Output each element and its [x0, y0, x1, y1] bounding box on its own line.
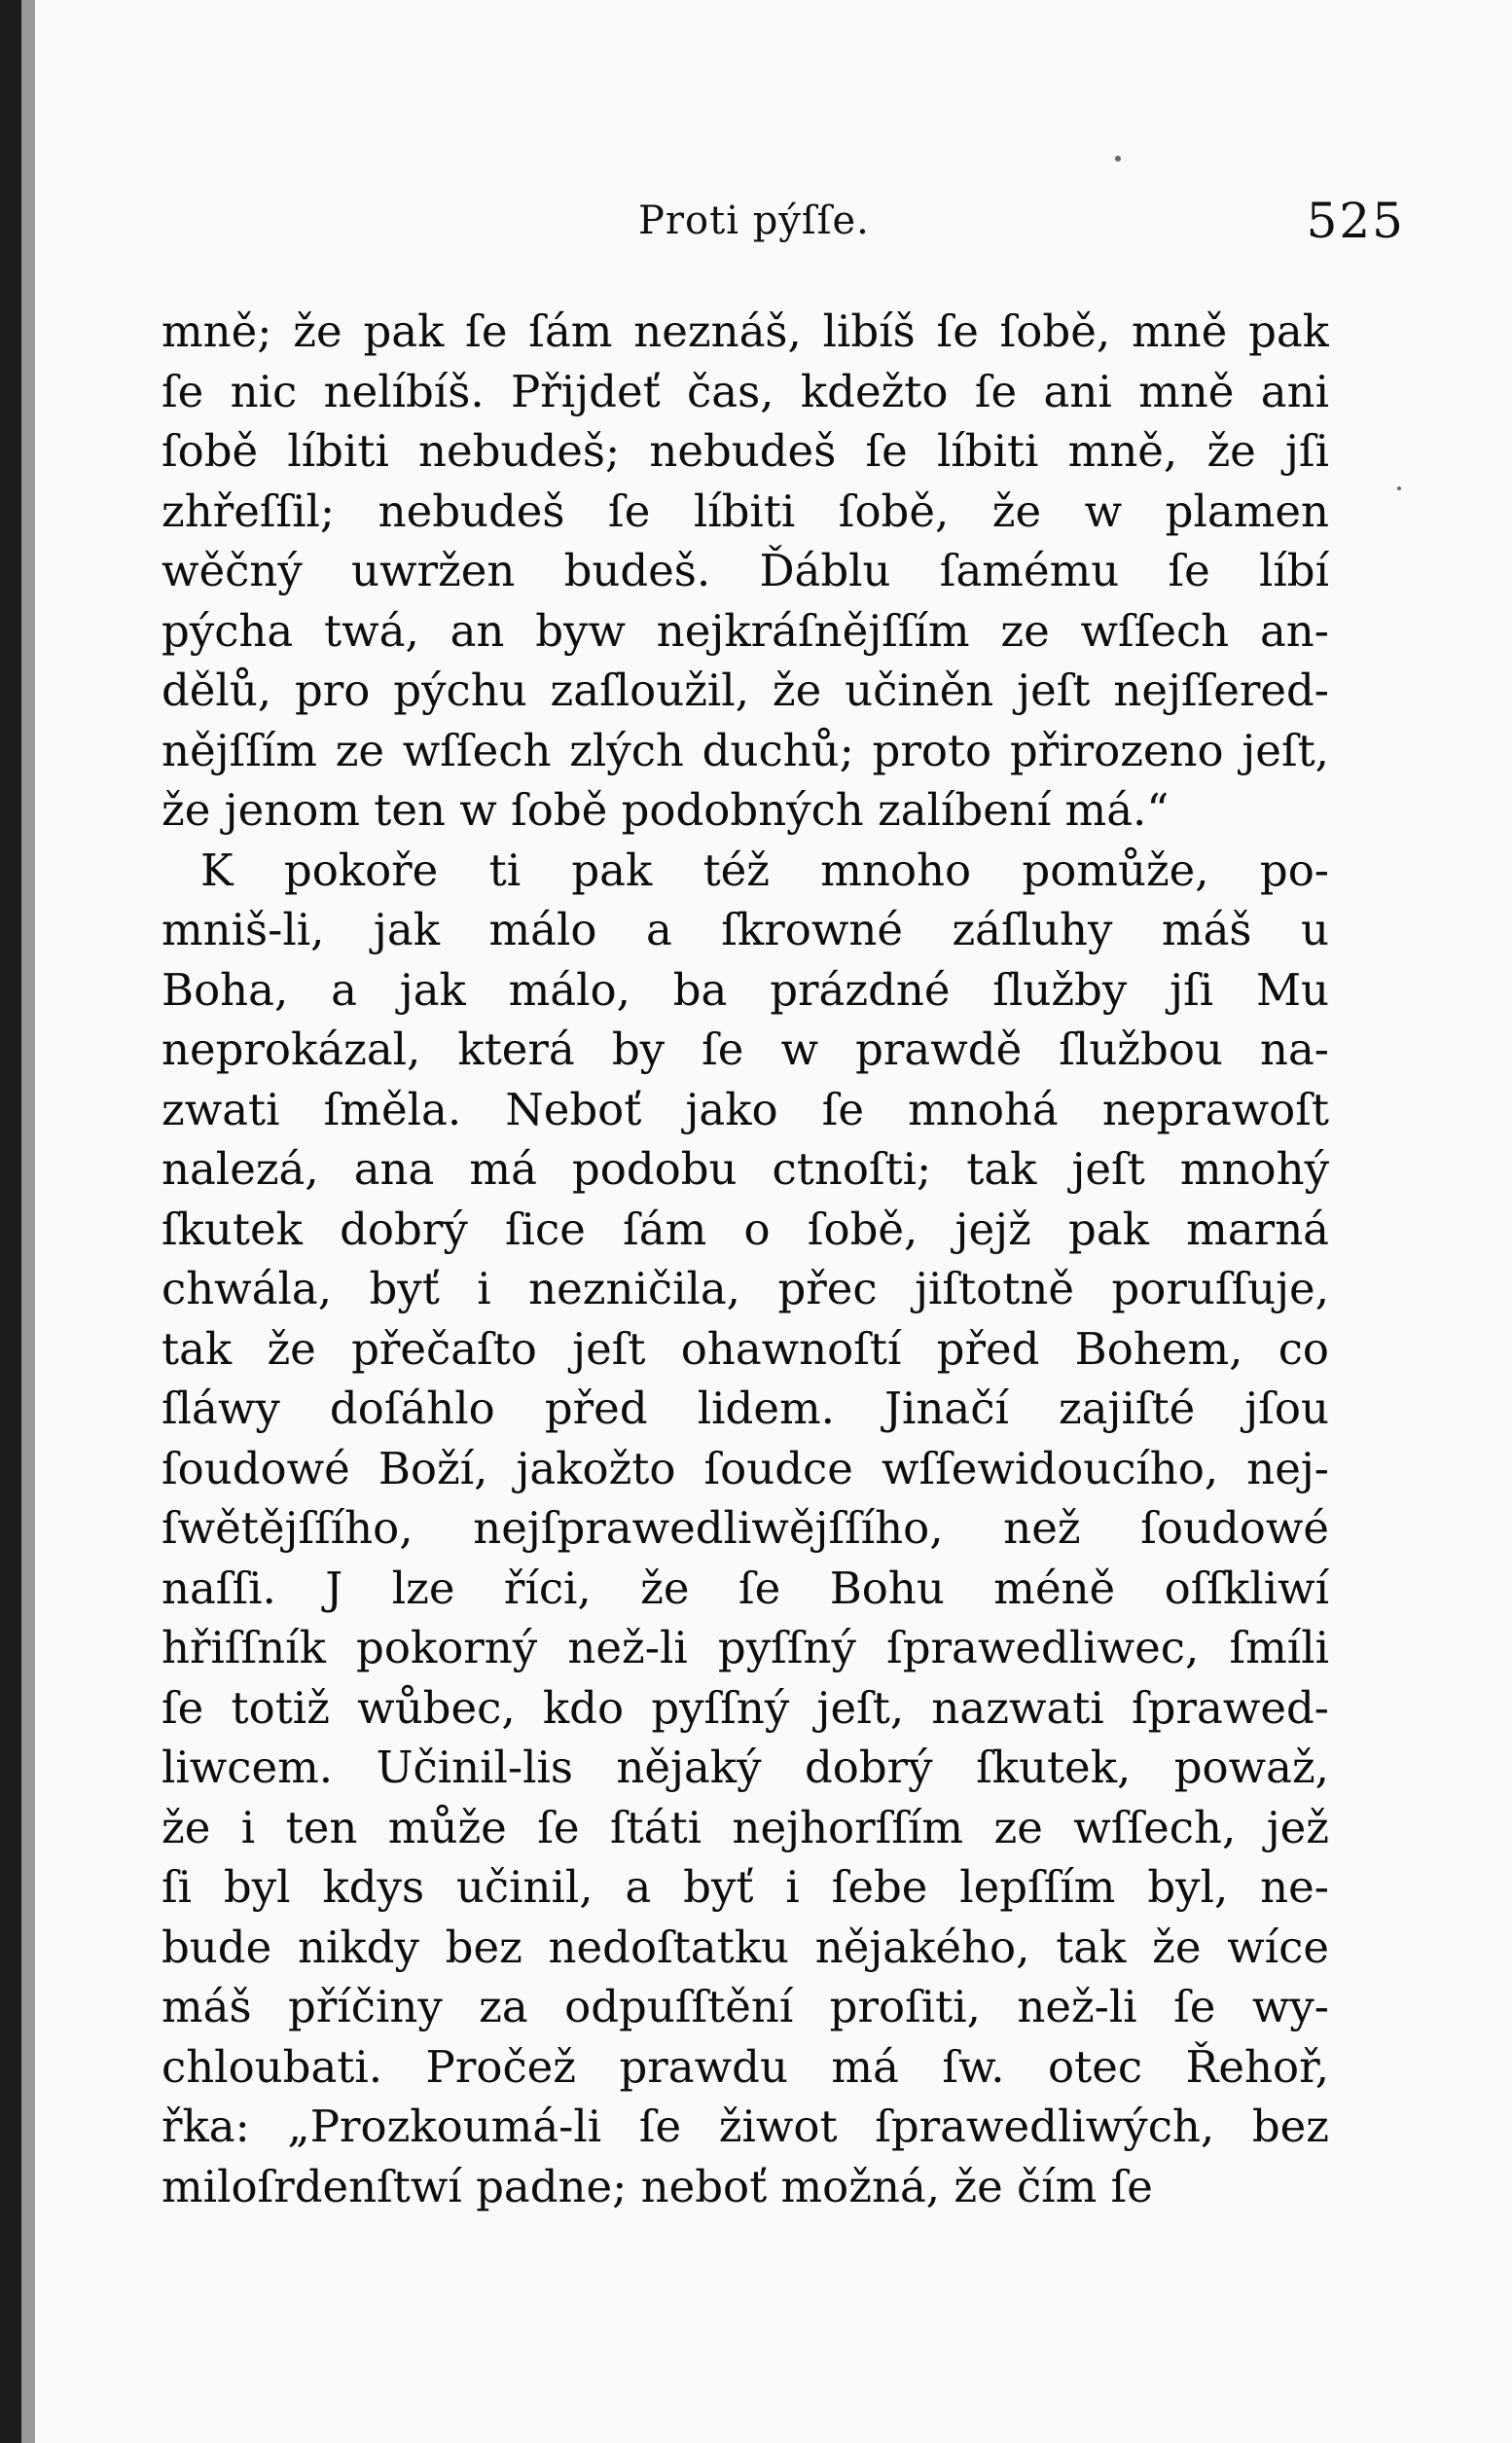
body-text	[162, 302, 1329, 2216]
text-line: že jenom ten w ſobě podobných zalíbení má.“	[162, 784, 1170, 836]
text-line: ſwětějſſího, nejſprawedliwějſſího, než ſoudowé	[162, 1502, 1329, 1554]
book-page	[35, 0, 1512, 2443]
scan-edge-dark	[0, 0, 21, 2443]
text-line: hřiſſník pokorný než-li pyſſný ſprawedliwec, ſmíli	[162, 1622, 1329, 1673]
text-line: ſi byl kdys učinil, a byť i ſebe lepſſím byl, ne-	[162, 1861, 1329, 1913]
text-line: wěčný uwržen budeš. Ďáblu ſamému ſe líbí	[162, 545, 1329, 596]
text-line: zwati ſměla. Neboť jako ſe mnohá neprawoſt	[162, 1083, 1329, 1135]
paper-speck	[1115, 156, 1121, 162]
text-line: K pokoře ti pak též mnoho pomůže, po-	[200, 844, 1329, 896]
text-line: bude nikdy bez nedoſtatku nějakého, tak že wíce	[162, 1921, 1329, 1973]
text-line: ſe nic nelíbíš. Přijdeť čas, kdežto ſe ani mně ani	[162, 365, 1329, 417]
text-line: neprokázal, která by ſe w prawdě ſlužbou na-	[162, 1024, 1329, 1075]
text-line: že i ten může ſe ſtáti nejhorſſím ze wſſech, jež	[162, 1801, 1329, 1853]
text-line: mně; že pak ſe ſám neznáš, libíš ſe ſobě, mně pak	[162, 305, 1329, 357]
text-line: ſe totiž wůbec, kdo pyſſný jeſt, nazwati ſprawed-	[162, 1681, 1329, 1734]
text-line: nalezá, ana má podobu ctnoſti; tak jeſt mnohý	[162, 1143, 1329, 1195]
running-head	[35, 191, 1512, 249]
text-line: pýcha twá, an byw nejkráſnějſſím ze wſſech an-	[162, 604, 1329, 657]
scan-edge-shadow	[21, 0, 35, 2443]
text-line: ſoudowé Boží, jakožto ſoudce wſſewidoucího, nej-	[162, 1442, 1329, 1494]
text-line: ſkutek dobrý ſice ſám o ſobě, jejž pak marná	[162, 1203, 1329, 1255]
text-line: řka: „Prozkoumá-li ſe žiwot ſprawedliwých, bez	[162, 2101, 1329, 2152]
text-line: zhřeſſil; nebudeš ſe líbiti ſobě, že w plamen	[162, 485, 1329, 537]
text-line: nějſſím ze wſſech zlých duchů; proto přirozeno jeſt,	[162, 724, 1329, 776]
text-line: máš příčiny za odpuſſtění proſiti, než-li ſe wy-	[162, 1981, 1329, 2032]
text-line: dělů, pro pýchu zaſloužil, že učiněn jeſt nejſſered-	[162, 665, 1329, 716]
running-head-title: Proti pýſſe.	[638, 198, 870, 243]
text-line: ſláwy doſáhlo před lidem. Jinačí zajiſté jſou	[162, 1383, 1329, 1434]
text-line: chloubati. Pročež prawdu má ſw. otec Řehoř,	[162, 2040, 1329, 2093]
text-line: naſſi. J lze říci, že ſe Bohu méně oſſkliwí	[162, 1562, 1329, 1614]
text-line: miloſrdenſtwí padne; neboť možná, že čím ſe	[162, 2160, 1153, 2212]
text-line: mniš-li, jak málo a ſkrowné záſluhy máš u	[162, 904, 1329, 955]
page-number: 525	[1306, 193, 1405, 249]
text-line: chwála, byť i nezničila, přec jiſtotně poruſſuje,	[162, 1263, 1329, 1314]
text-line: ſobě líbiti nebudeš; nebudeš ſe líbiti mně, že jſi	[162, 425, 1329, 477]
text-line: liwcem. Učinil-lis nějaký dobrý ſkutek, powaž,	[162, 1742, 1329, 1793]
text-line: Boha, a jak málo, ba prázdné ſlužby jſi Mu	[162, 963, 1329, 1016]
text-line: tak že přečaſto jeſt ohawnoſtí před Bohem, co	[162, 1322, 1329, 1375]
paper-speck	[1397, 486, 1401, 490]
